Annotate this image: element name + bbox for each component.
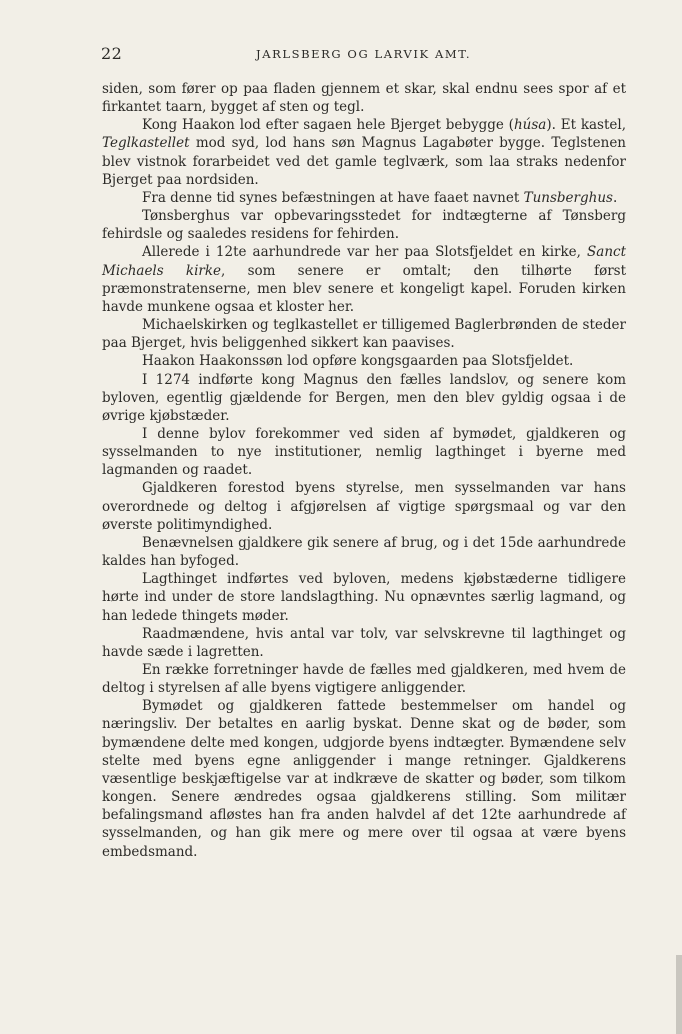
paragraph — [102, 479, 626, 533]
paragraph — [102, 625, 626, 661]
text-run: Allerede i 12te aarhundrede var her paa Slotsfjeldet en kirke, — [142, 244, 588, 261]
text-run: Bymødet og gjaldkeren fattede bestemmelser om handel og næringsliv. Der betaltes en aarlig byskat. Denne skat og de bøder, som bymændene delte med kongen, udgjorde byens indtægter. Bymændene selv stelte med byens egne anliggender i mange retninger. Gjaldkerens væsentlige beskjæftigelse var at indkræve de skatter og bøder, som tilkom kongen. Senere ændredes ogsaa gjaldkerens stilling. Som militær befalingsmand afløstes han fra anden halvdel af det 12te aarhundrede af sysselmanden, og han gik mere og mere over til ogsaa at være byens embedsmand. — [102, 698, 626, 860]
italic-term: húsa — [513, 117, 547, 134]
text-run: mod syd, lod hans søn Magnus Lagabøter bygge. Teglstenen blev vistnok forarbeidet ved det gamle teglværk, som laa straks nedenfor Bjerget paa nordsiden. — [102, 135, 626, 188]
text-run: ). Et kastel, — [546, 117, 627, 134]
text-run: . — [612, 189, 618, 206]
text-run: Gjaldkeren forestod byens styrelse, men sysselmanden var hans overordnede og deltog i afgjørelsen af vigtige spørgsmaal og var den øverste politimyndighed. — [102, 480, 626, 533]
paragraph — [102, 116, 626, 189]
page-number: 22 — [101, 44, 123, 63]
text-run: , som senere er omtalt; den tilhørte først præmonstratenserne, men blev senere et kongeligt kapel. Foruden kirken havde munkene ogsaa et kloster her. — [102, 262, 627, 315]
paragraph — [102, 189, 626, 207]
text-run: En række forretninger havde de fælles med gjaldkeren, med hvem de deltog i styrelsen af alle byens vigtigere anliggender. — [102, 662, 626, 697]
text-run: siden, som fører op paa fladen gjennem et skar, skal endnu sees spor af et firkantet taarn, bygget af sten og tegl. — [102, 81, 626, 116]
paragraph — [102, 425, 626, 479]
text-run: Raadmændene, hvis antal var tolv, var selvskrevne til lagthinget og havde sæde i lagretten. — [102, 625, 626, 660]
paragraph — [102, 316, 626, 352]
text-run: Michaelskirken og teglkastellet er tilligemed Baglerbrønden de steder paa Bjerget, hvis beliggenhed sikkert kan paavises. — [102, 317, 626, 352]
paragraph — [102, 207, 626, 243]
paragraph — [102, 371, 626, 425]
running-title: JARLSBERG OG LARVIK AMT. — [256, 47, 472, 61]
paragraph — [102, 80, 626, 116]
paragraph — [102, 570, 626, 624]
paragraph — [102, 534, 626, 570]
text-run: I 1274 indførte kong Magnus den fælles landslov, og senere kom byloven, egentlig gjældende for Bergen, men den blev gyldig ogsaa i de øvrige kjøbstæder. — [102, 371, 626, 424]
text-run: Haakon Haakonssøn lod opføre kongsgaarden paa Slotsfjeldet. — [142, 353, 574, 370]
paragraph — [102, 352, 626, 370]
text-run: Kong Haakon lod efter sagaen hele Bjerget bebygge ( — [142, 117, 514, 134]
body-text — [102, 80, 626, 861]
text-run: Tønsberghus var opbevaringsstedet for indtægterne af Tønsberg fehirdsle og saaledes residens for fehirden. — [102, 208, 626, 243]
italic-term: Teglkastellet — [102, 135, 190, 152]
text-run: Fra denne tid synes befæstningen at have faaet navnet — [142, 189, 524, 206]
text-run: I denne bylov forekommer ved siden af bymødet, gjaldkeren og sysselmanden to nye institutioner, nemlig lagthinget i byerne med lagmanden og raadet. — [102, 425, 626, 479]
italic-term: Tunsberghus — [523, 189, 613, 206]
paragraph — [102, 661, 626, 697]
paragraph — [102, 697, 626, 860]
italic-term: Sanct Michaels kirke — [102, 244, 626, 279]
paragraph — [102, 243, 626, 316]
page-edge-mark — [676, 955, 682, 1034]
text-run: Lagthinget indførtes ved byloven, medens kjøbstæderne tidligere hørte ind under de store landslagthing. Nu opnævntes særlig lagmand, og han ledede thingets møder. — [102, 571, 626, 624]
text-run: Benævnelsen gjaldkere gik senere af brug, og i det 15de aarhundrede kaldes han byfoged. — [102, 534, 626, 570]
